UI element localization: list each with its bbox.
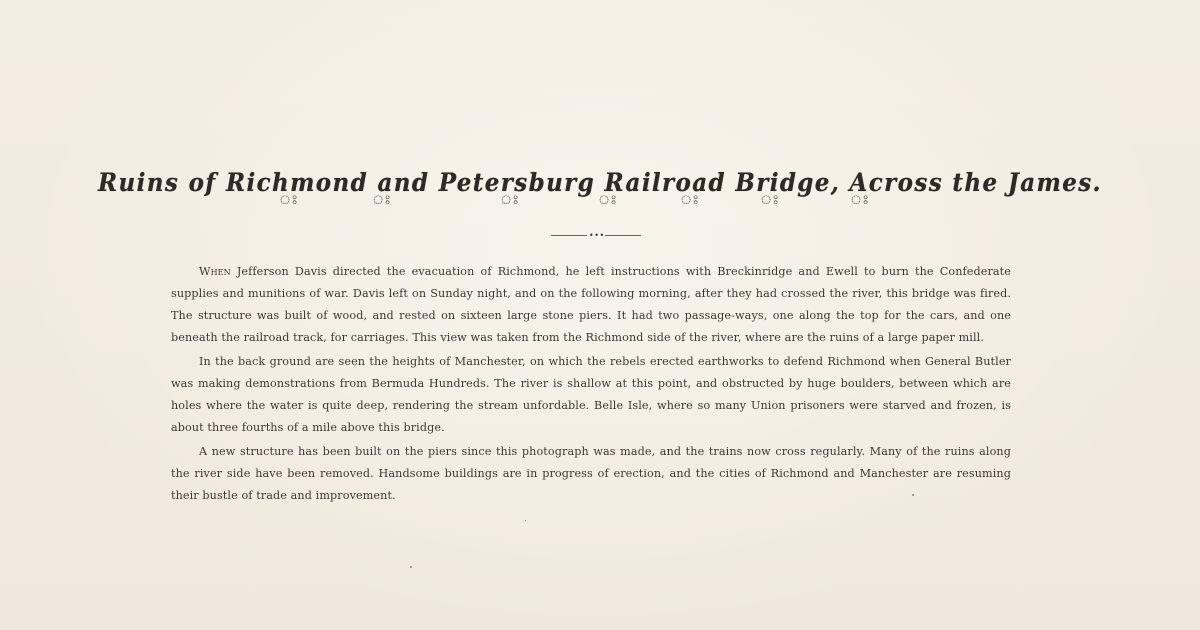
- paragraph-text: Jefferson Davis directed the evacuation of Richmond, he left instructions with Breckinridge and Ewell to burn the Confederate supplies and munitions of war. Davis left on Sunday night, and on the following morning, after they had crossed the river, this bridge was fired. The structure was built of wood, and rested on sixteen large stone piers. It had two passage-ways, one along the top for the cars, and one beneath the railroad track, for carriages. This view was taken from the Richmond side of the river, where are the ruins of a large paper mill.: [171, 265, 1011, 344]
- flourish-ornament: ঃ: [760, 193, 780, 208]
- paragraph-text: In the back ground are seen the heights of Manchester, on which the rebels erected earthworks to defend Richmond when General Butler was making demonstrations from Bermuda Hundreds. The river is shallow at this point, and obstructed by huge boulders, between which are holes where the water is quite deep, rendering the stream unfordable. Belle Isle, where so many Union prisoners were starved and frozen, is about three fourths of a mile above this bridge.: [171, 355, 1011, 434]
- paper-speck: [525, 520, 526, 521]
- divider-ornament: •••: [589, 231, 605, 240]
- flourish-ornament: ঃ: [279, 193, 299, 208]
- flourish-ornament: ঃ: [598, 193, 618, 208]
- flourish-ornament: ঃ: [680, 193, 700, 208]
- divider-line-right: [605, 235, 641, 236]
- flourish-ornament: ঃ: [850, 193, 870, 208]
- body-text: [171, 261, 1011, 509]
- divider-line-left: [551, 235, 587, 236]
- paragraph-1: [171, 261, 1011, 349]
- paragraph-lead: When: [199, 265, 231, 278]
- paragraph-text: A new structure has been built on the piers since this photograph was made, and the trains now cross regularly. Many of the ruins along the river side have been removed. Handsome buildings are in progress of erection, and the cities of Richmond and Manchester are resuming their bustle of trade and improvement.: [171, 445, 1011, 502]
- paper-speck: [912, 494, 914, 496]
- title-flourishes: [0, 194, 1200, 214]
- flourish-ornament: ঃ: [500, 193, 520, 208]
- paper-speck: [410, 566, 412, 568]
- flourish-ornament: ঃ: [372, 193, 392, 208]
- paragraph-2: [171, 351, 1011, 439]
- page-title: Ruins of Richmond and Petersburg Railroad Bridge, Across the James.: [98, 168, 1102, 197]
- title-divider: [551, 233, 641, 239]
- paragraph-3: [171, 441, 1011, 507]
